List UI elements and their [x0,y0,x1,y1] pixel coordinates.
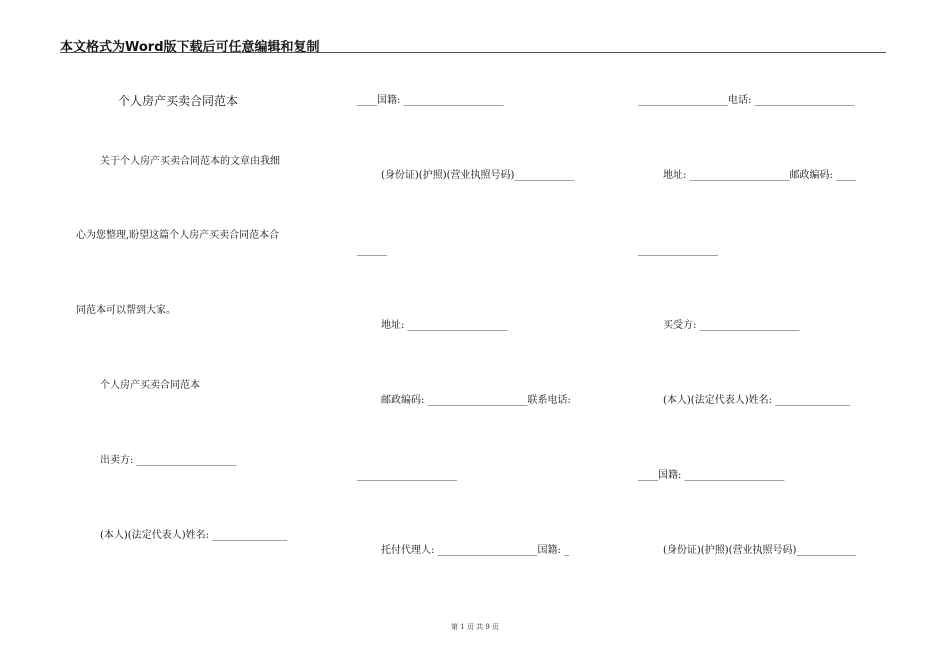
postcode-continuation: ________________ [638,245,718,256]
agent-field: 托付代理人: ____________________国籍: _ [381,545,570,556]
phone-field-continuation: ____________________ [357,470,457,481]
postcode-phone-field: 邮政编码: ____________________联系电话: [381,395,571,406]
id-field-continuation: ______ [357,245,387,256]
address-postcode-field: 地址: ____________________邮政编码: ____ [663,170,857,181]
address-field: 地址: ____________________ [381,320,508,331]
intro-line-1: 关于个人房产买卖合同范本的文章由我细 [100,156,280,167]
buyer-nationality-field: ____国籍: ____________________ [638,470,785,481]
nationality-field: ____国籍: ____________________ [357,95,504,106]
column-2 [345,0,615,672]
document-title: 个人房产买卖合同范本 [118,94,239,108]
column-1 [60,0,330,672]
intro-line-3: 同范本可以帮到大家。 [76,305,176,316]
column-3 [628,0,898,672]
seller-name-field: (本人)(法定代表人)姓名: _______________ [100,530,288,541]
intro-line-2: 心为您整理,盼望这篇个人房产买卖合同范本合 [76,230,280,241]
id-field: (身份证)(护照)(营业执照号码)____________ [381,170,575,181]
page-number: 第 1 页 共 9 页 [450,623,500,631]
page-header: 本文格式为Word版下载后可任意编辑和复制 [60,40,320,55]
section-heading: 个人房产买卖合同范本 [100,380,200,391]
phone-field: __________________电话: ____________________ [638,95,855,106]
buyer-id-field: (身份证)(护照)(营业执照号码)____________ [663,545,857,556]
seller-field: 出卖方: ____________________ [100,455,237,466]
buyer-name-field: (本人)(法定代表人)姓名: _______________ [663,395,851,406]
buyer-field: 买受方: ____________________ [663,320,800,331]
